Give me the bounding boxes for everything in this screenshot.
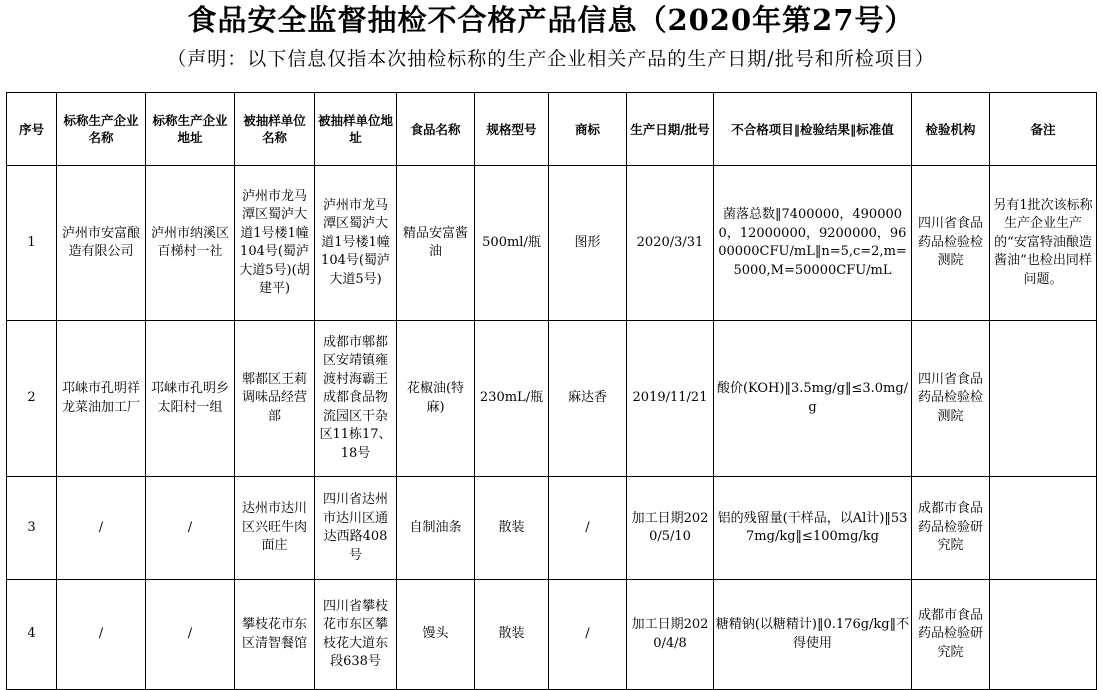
table-cell: /: [57, 580, 146, 690]
table-cell: 230mL/瓶: [475, 321, 549, 477]
header-cell: 不合格项目‖检验结果‖标准值: [714, 93, 912, 166]
table-cell: 泸州市龙马潭区蜀泸大道1号楼1幢104号(蜀泸大道5号): [315, 166, 397, 321]
header-cell: 被抽样单位名称: [235, 93, 315, 166]
header-cell: 被抽样单位地址: [315, 93, 397, 166]
table-cell: 四川省达州市达川区通达西路408号: [315, 477, 397, 580]
header-cell: 食品名称: [397, 93, 475, 166]
table-cell: 自制油条: [397, 477, 475, 580]
table-cell: 铝的残留量(干样品，以Al计)‖537mg/kg‖≤100mg/kg: [714, 477, 912, 580]
table-cell: [990, 321, 1097, 477]
table-cell: 散装: [475, 477, 549, 580]
header-cell: 商标: [549, 93, 627, 166]
header-cell: 检验机构: [912, 93, 990, 166]
table-cell: 4: [7, 580, 57, 690]
table-row: [7, 166, 1097, 321]
table-cell: [990, 580, 1097, 690]
table-header-row: [7, 93, 1097, 166]
table-cell: 2020/3/31: [627, 166, 714, 321]
table-row: [7, 477, 1097, 580]
table-cell: 攀枝花市东区清智餐馆: [235, 580, 315, 690]
results-table: [6, 92, 1097, 690]
table-cell: 泸州市龙马潭区蜀泸大道1号楼1幢104号(蜀泸大道5号)(胡建平): [235, 166, 315, 321]
table-cell: 成都市食品药品检验研究院: [912, 580, 990, 690]
table-cell: 加工日期2020/5/10: [627, 477, 714, 580]
table-cell: 菌落总数‖7400000，4900000，12000000，9200000，9600000CFU/mL‖n=5,c=2,m=5000,M=50000CFU/mL: [714, 166, 912, 321]
header-cell: 备注: [990, 93, 1097, 166]
table-cell: 成都市郫都区安靖镇雍渡村海霸王成都食品物流园区干杂区11栋17、18号: [315, 321, 397, 477]
table-cell: /: [146, 477, 235, 580]
table-cell: 麻达香: [549, 321, 627, 477]
table-cell: 散装: [475, 580, 549, 690]
table-cell: /: [549, 477, 627, 580]
table-cell: 馒头: [397, 580, 475, 690]
table-cell: 四川省食品药品检验检测院: [912, 321, 990, 477]
header-cell: 生产日期/批号: [627, 93, 714, 166]
table-cell: 2019/11/21: [627, 321, 714, 477]
table-cell: 2: [7, 321, 57, 477]
table-cell: 加工日期2020/4/8: [627, 580, 714, 690]
table-cell: 邛崃市孔明乡太阳村一组: [146, 321, 235, 477]
table-cell: 酸价(KOH)‖3.5mg/g‖≤3.0mg/g: [714, 321, 912, 477]
table-cell: 另有1批次该标称生产企业生产的“安富特油酿造酱油”也检出同样问题。: [990, 166, 1097, 321]
table-cell: 花椒油(特麻): [397, 321, 475, 477]
table-cell: 图形: [549, 166, 627, 321]
header-cell: 标称生产企业名称: [57, 93, 146, 166]
header-cell: 标称生产企业地址: [146, 93, 235, 166]
table-cell: 1: [7, 166, 57, 321]
table-cell: 500ml/瓶: [475, 166, 549, 321]
table-cell: /: [146, 580, 235, 690]
table-cell: /: [57, 477, 146, 580]
table-cell: 达州市达川区兴旺牛肉面庄: [235, 477, 315, 580]
table-cell: 四川省食品药品检验检测院: [912, 166, 990, 321]
header-cell: 序号: [7, 93, 57, 166]
table-cell: 泸州市安富酿造有限公司: [57, 166, 146, 321]
table-cell: 糖精钠(以糖精计)‖0.176g/kg‖不得使用: [714, 580, 912, 690]
table-cell: 成都市食品药品检验研究院: [912, 477, 990, 580]
table-cell: 精品安富酱油: [397, 166, 475, 321]
table-cell: /: [549, 580, 627, 690]
table-cell: [990, 477, 1097, 580]
table-row: [7, 321, 1097, 477]
page-title: 食品安全监督抽检不合格产品信息（2020年第27号）: [187, 3, 915, 37]
table-row: [7, 580, 1097, 690]
table-cell: 3: [7, 477, 57, 580]
table-cell: 泸州市纳溪区百梯村一社: [146, 166, 235, 321]
page-subtitle: （声明：以下信息仅指本次抽检标称的生产企业相关产品的生产日期/批号和所检项目）: [167, 48, 935, 70]
table-cell: 邛崃市孔明祥龙菜油加工厂: [57, 321, 146, 477]
table-cell: 四川省攀枝花市东区攀枝花大道东段638号: [315, 580, 397, 690]
header-cell: 规格型号: [475, 93, 549, 166]
table-cell: 郫都区王莉调味品经营部: [235, 321, 315, 477]
